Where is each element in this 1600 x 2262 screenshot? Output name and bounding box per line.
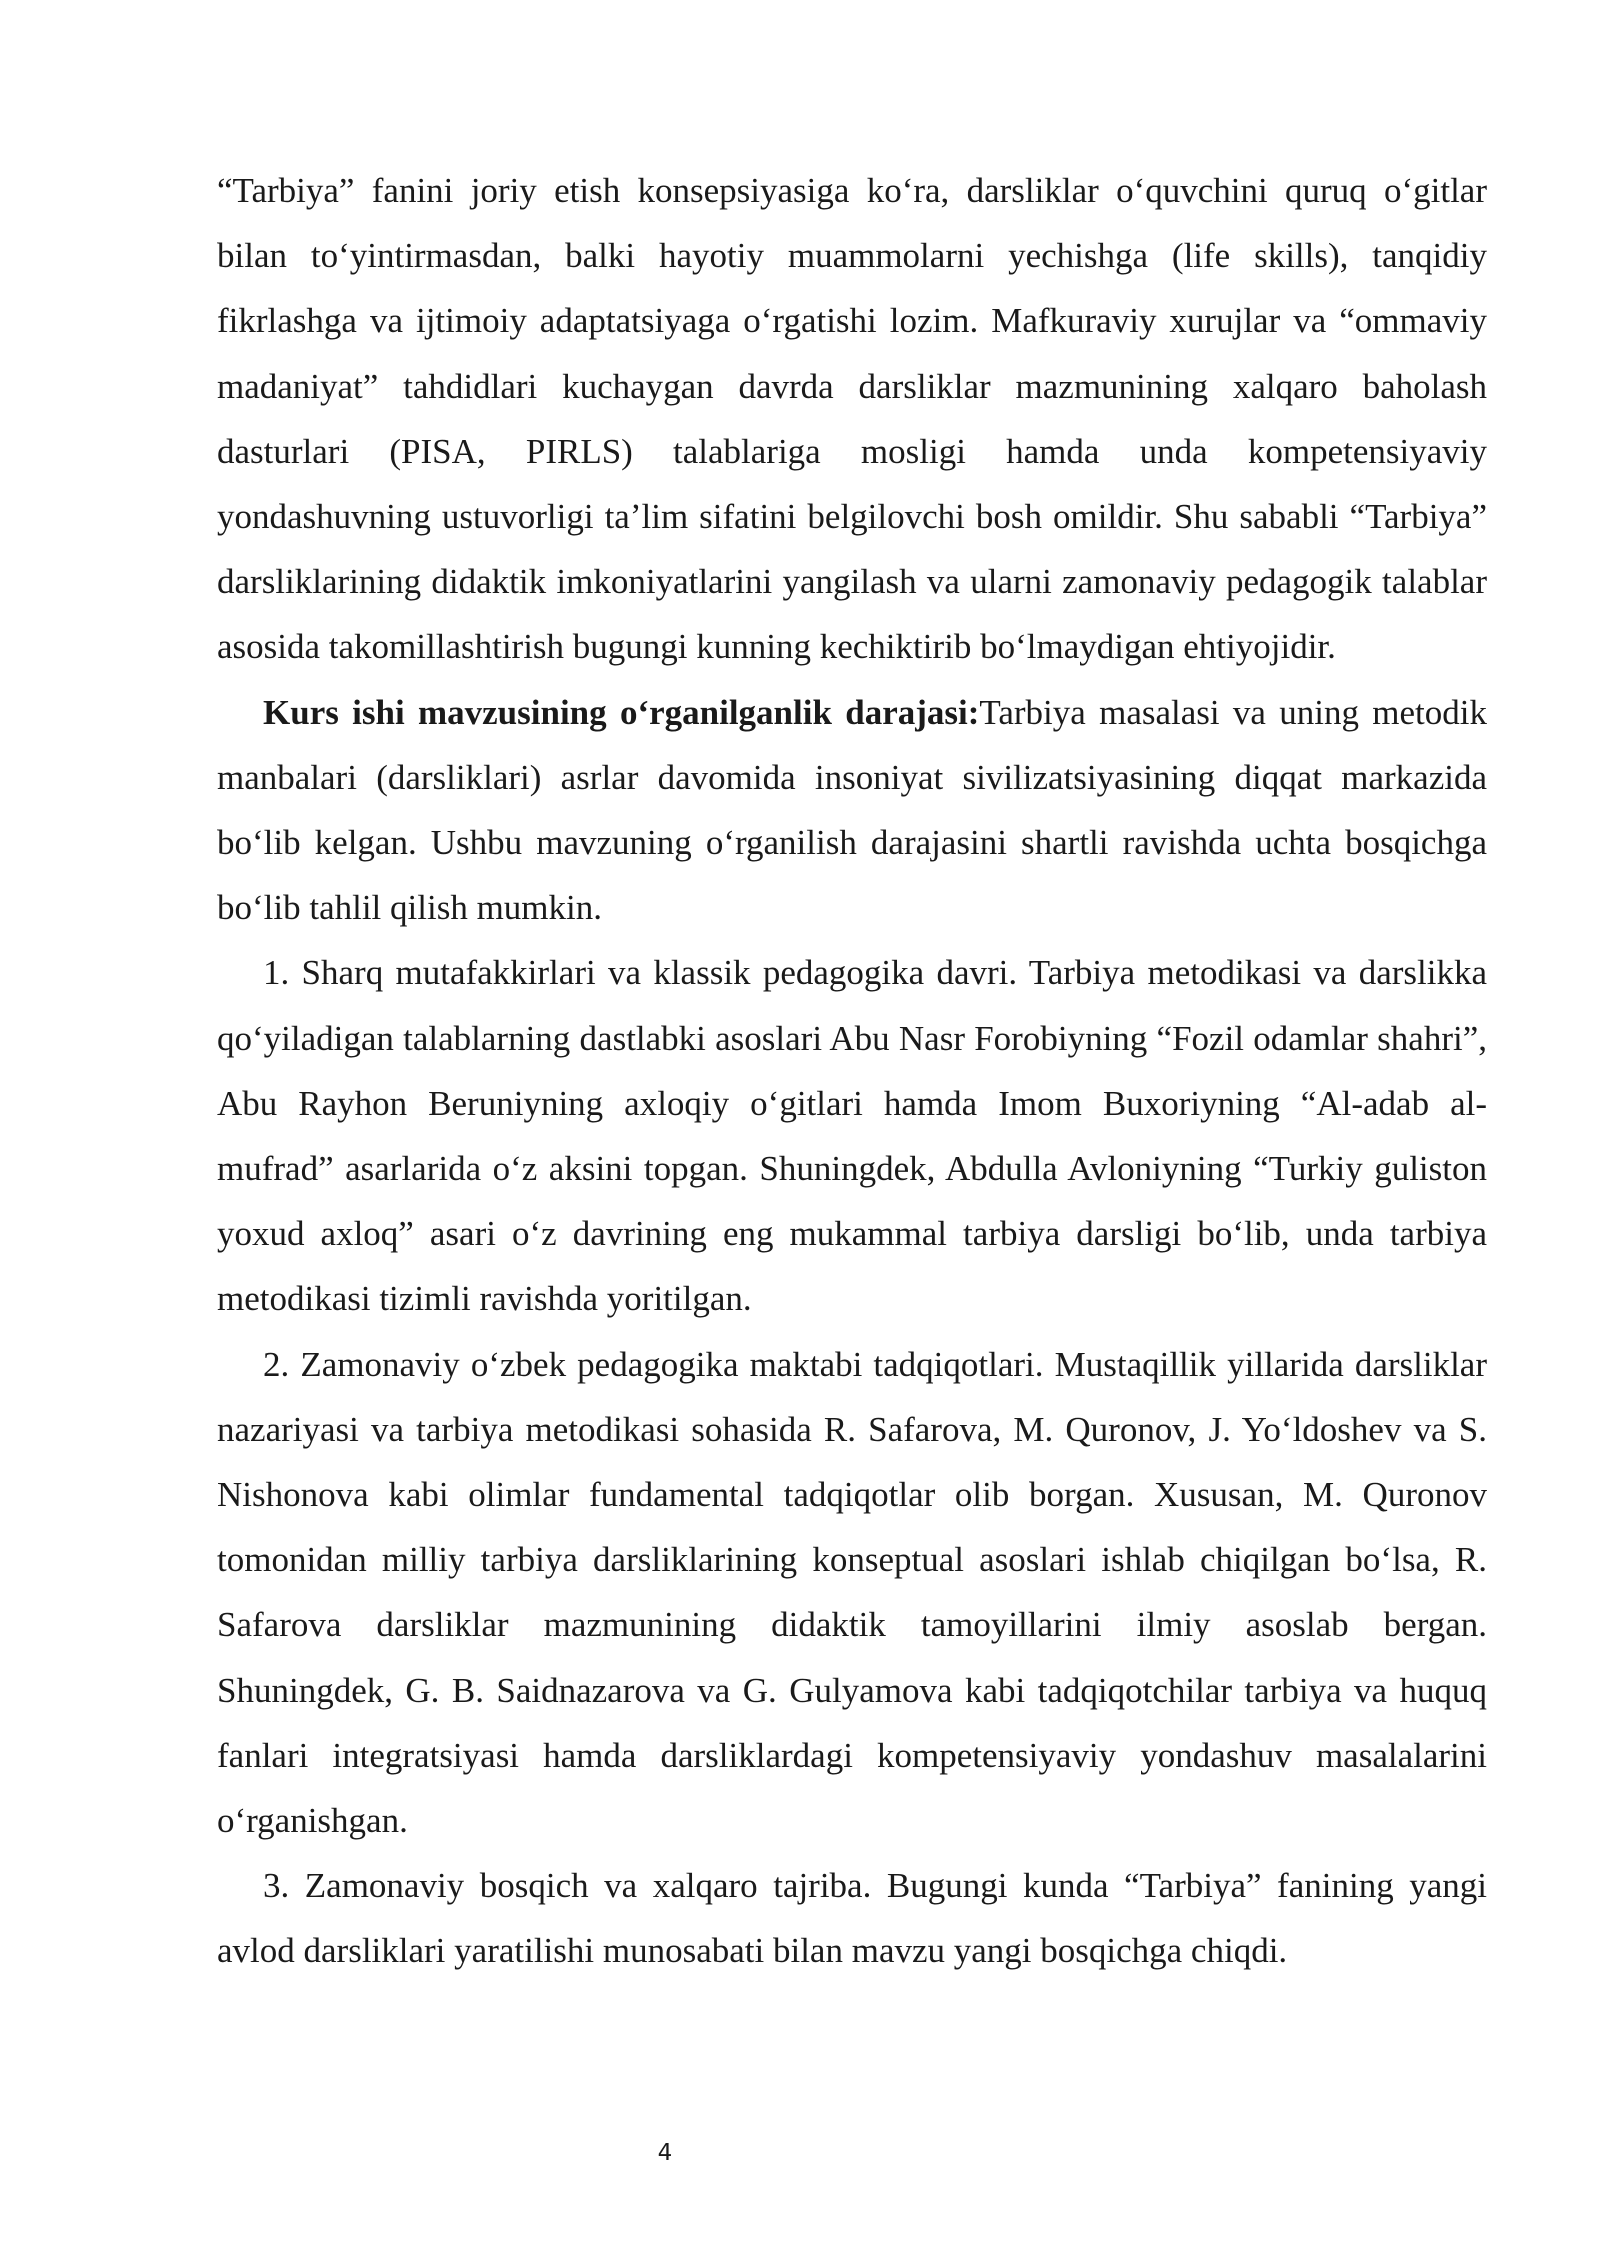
paragraph-1: “Tarbiya” fanini joriy etish konsepsiyasiga koʻra, darsliklar oʻquvchini quruq oʻgitlar bilan toʻyintirmasdan, balki hayotiy muammolarni yechishga (life skills), tanqidiy fikrlashga va ijtimoiy adaptatsiyaga oʻrgatishi lozim. Mafkuraviy xurujlar va “ommaviy madaniyat” tahdidlari kuchaygan davrda darsliklar mazmunining xalqaro baholash dasturlari (PISA, PIRLS) talablariga mosligi hamda unda kompetensiyaviy yondashuvning ustuvorligi taʼlim sifatini belgilovchi bosh omildir. Shu sababli “Tarbiya” darsliklarining didaktik imkoniyatlarini yangilash va ularni zamonaviy pedagogik talablar asosida takomillashtirish bugungi kunning kechiktirib boʻlmaydigan ehtiyojidir. — [217, 171, 1487, 667]
section-heading: Kurs ishi mavzusining oʻrganilganlik darajasi: — [263, 692, 980, 732]
paragraph-2 — [217, 680, 1487, 941]
page-number: 4 — [657, 2140, 673, 2166]
paragraph-5: 3. Zamonaviy bosqich va xalqaro tajriba. Bugungi kunda “Tarbiya” fanining yangi avlod darsliklari yaratilishi munosabati bilan mavzu yangi bosqichga chiqdi. — [217, 1866, 1487, 1971]
paragraph-4: 2. Zamonaviy oʻzbek pedagogika maktabi tadqiqotlari. Mustaqillik yillarida darsliklar nazariyasi va tarbiya metodikasi sohasida R. Safarova, M. Quronov, J. Yoʻldoshev va S. Nishonova kabi olimlar fundamental tadqiqotlar olib borgan. Xususan, M. Quronov tomonidan milliy tarbiya darsliklarining konseptual asoslari ishlab chiqilgan boʻlsa, R. Safarova darsliklar mazmunining didaktik tamoyillarini ilmiy asoslab bergan. Shuningdek, G. B. Saidnazarova va G. Gulyamova kabi tadqiqotchilar tarbiya va huquq fanlari integratsiyasi hamda darsliklardagi kompetensiyaviy yondashuv masalalarini oʻrganishgan. — [217, 1344, 1487, 1841]
body-text — [217, 158, 1487, 1984]
paragraph-3: 1. Sharq mutafakkirlari va klassik pedagogika davri. Tarbiya metodikasi va darslikka qoʻyiladigan talablarning dastlabki asoslari Abu Nasr Forobiyning “Fozil odamlar shahri”, Abu Rayhon Beruniyning axloqiy oʻgitlari hamda Imom Buxoriyning “Al-adab al-mufrad” asarlarida oʻz aksini topgan. Shuningdek, Abdulla Avloniyning “Turkiy guliston yoxud axloq” asari oʻz davrining eng mukammal tarbiya darsligi boʻlib, unda tarbiya metodikasi tizimli ravishda yoritilgan. — [217, 953, 1487, 1319]
paragraph-2-body: Tarbiya masalasi va uning metodik manbalari (darsliklari) asrlar davomida insoniyat sivilizatsiyasining diqqat markazida boʻlib kelgan. Ushbu mavzuning oʻrganilish darajasini shartli ravishda uchta bosqichga boʻlib tahlil qilish mumkin. — [217, 692, 1488, 928]
